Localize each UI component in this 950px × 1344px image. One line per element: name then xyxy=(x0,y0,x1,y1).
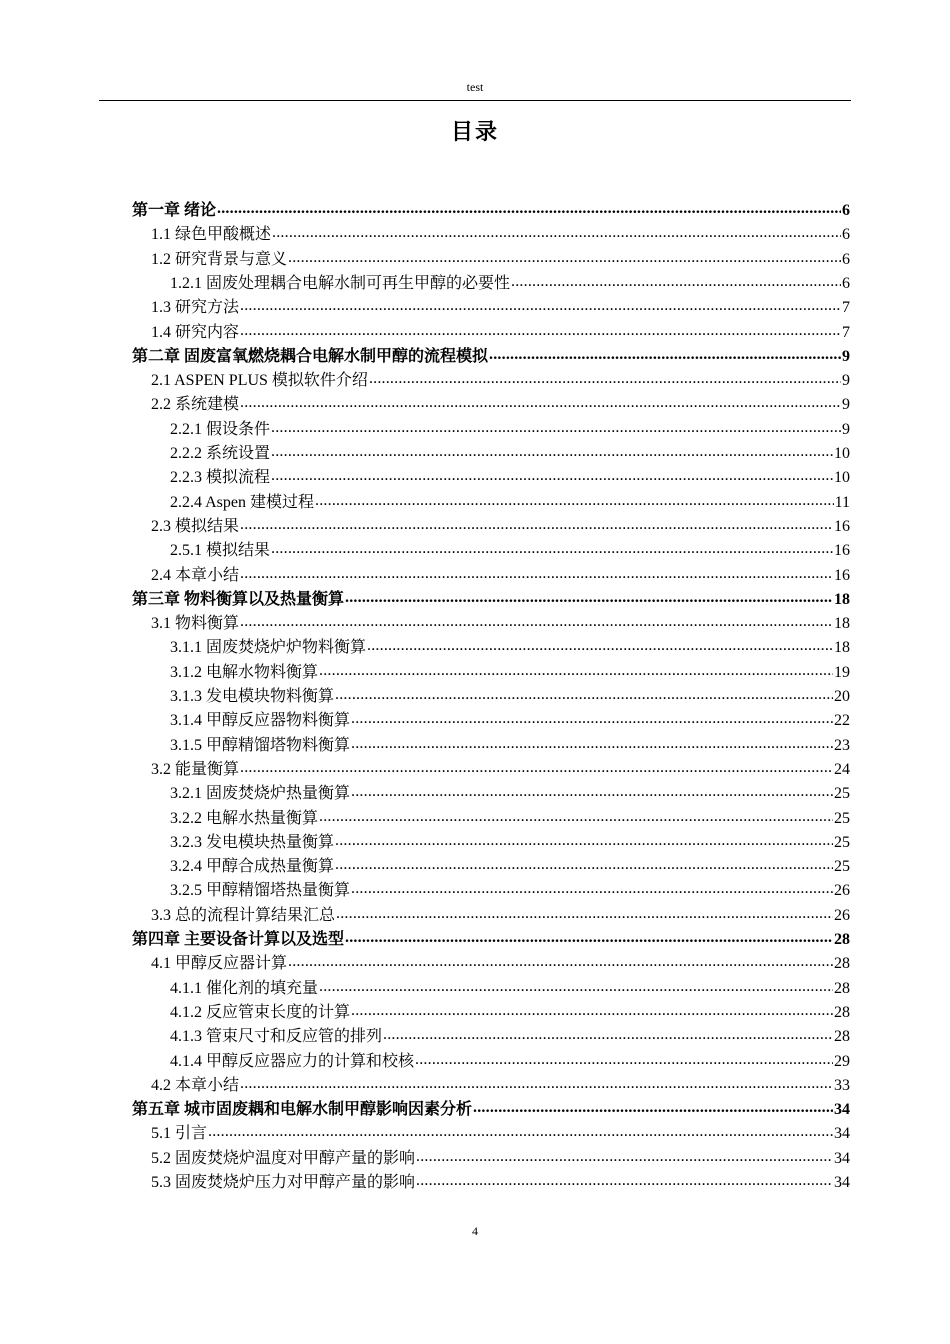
toc-entry-label: 3.1.2 电解水物料衡算 xyxy=(170,663,319,681)
toc-dot-leader xyxy=(240,391,841,415)
toc-dot-leader xyxy=(315,489,834,513)
toc-section-entry[interactable] xyxy=(170,272,850,296)
toc-entry-label: 4.1.3 管束尺寸和反应管的排列 xyxy=(170,1028,383,1046)
toc-section-entry[interactable] xyxy=(170,855,850,879)
toc-section-entry[interactable] xyxy=(151,393,850,417)
toc-section-entry[interactable] xyxy=(170,442,850,466)
toc-entry-label: 3.2 能量衡算 xyxy=(151,760,240,778)
toc-section-entry[interactable] xyxy=(170,661,850,685)
toc-entry-page: 9 xyxy=(842,372,850,390)
toc-chapter-entry[interactable] xyxy=(132,928,850,952)
toc-dot-leader xyxy=(208,1120,833,1144)
toc-entry-label: 第二章 固废富氧燃烧耦合电解水制甲醇的流程模拟 xyxy=(132,347,489,365)
toc-section-entry[interactable] xyxy=(170,709,850,733)
toc-entry-page: 6 xyxy=(842,202,850,219)
toc-section-entry[interactable] xyxy=(170,977,850,1001)
toc-entry-page: 25 xyxy=(834,833,850,851)
toc-section-entry[interactable] xyxy=(170,734,850,758)
toc-dot-leader xyxy=(351,999,833,1023)
toc-dot-leader xyxy=(416,1169,833,1193)
toc-entry-page: 28 xyxy=(834,1028,850,1046)
toc-entry-label: 第一章 绪论 xyxy=(132,202,217,219)
toc-section-entry[interactable] xyxy=(170,685,850,709)
toc-section-entry[interactable] xyxy=(151,223,850,247)
toc-dot-leader xyxy=(217,197,841,221)
toc-entry-label: 2.2.2 系统设置 xyxy=(170,445,271,462)
toc-dot-leader xyxy=(511,270,841,294)
toc-entry-page: 20 xyxy=(834,688,850,705)
toc-entry-page: 34 xyxy=(834,1174,850,1191)
toc-entry-label: 3.1.4 甲醇反应器物料衡算 xyxy=(170,712,351,730)
toc-entry-page: 28 xyxy=(834,1003,850,1021)
toc-dot-leader xyxy=(335,853,833,877)
toc-entry-page: 10 xyxy=(834,469,850,487)
toc-section-entry[interactable] xyxy=(151,758,850,782)
toc-entry-page: 24 xyxy=(834,760,850,778)
toc-dot-leader xyxy=(345,586,833,610)
header-rule xyxy=(99,100,851,101)
toc-entry-page: 10 xyxy=(834,445,850,462)
toc-entry-label: 3.1.1 固废焚烧炉炉物料衡算 xyxy=(170,639,367,657)
toc-dot-leader xyxy=(383,1023,833,1047)
toc-entry-page: 18 xyxy=(834,590,850,608)
toc-entry-label: 2.1 ASPEN PLUS 模拟软件介绍 xyxy=(151,372,368,390)
toc-entry-label: 1.2.1 固废处理耦合电解水制可再生甲醇的必要性 xyxy=(170,274,511,292)
toc-entry-label: 3.1.5 甲醇精馏塔物料衡算 xyxy=(170,736,351,754)
toc-dot-leader xyxy=(489,343,841,367)
toc-entry-label: 3.2.5 甲醇精馏塔热量衡算 xyxy=(170,882,351,900)
toc-entry-page: 22 xyxy=(834,712,850,730)
toc-section-entry[interactable] xyxy=(170,782,850,806)
toc-entry-page: 9 xyxy=(842,396,850,414)
toc-entry-page: 34 xyxy=(834,1101,850,1119)
toc-entry-page: 28 xyxy=(834,931,850,948)
toc-entry-label: 3.1.3 发电模块物料衡算 xyxy=(170,688,335,705)
running-header: test xyxy=(466,80,484,94)
toc-entry-label: 4.1.4 甲醇反应器应力的计算和校核 xyxy=(170,1052,415,1070)
toc-entry-label: 5.3 固废焚烧炉压力对甲醇产量的影响 xyxy=(151,1174,416,1191)
toc-entry-label: 3.2.3 发电模块热量衡算 xyxy=(170,833,335,851)
toc-section-entry[interactable] xyxy=(170,491,850,515)
toc-entry-label: 第四章 主要设备计算以及选型 xyxy=(132,931,345,948)
toc-dot-leader xyxy=(240,610,833,634)
toc-entry-label: 第三章 物料衡算以及热量衡算 xyxy=(132,590,345,608)
toc-entry-label: 4.1 甲醇反应器计算 xyxy=(151,955,288,973)
toc-dot-leader xyxy=(240,756,833,780)
toc-entry-label: 5.2 固废焚烧炉温度对甲醇产量的影响 xyxy=(151,1149,416,1167)
toc-section-entry[interactable] xyxy=(151,369,850,393)
toc-section-entry[interactable] xyxy=(170,831,850,855)
toc-dot-leader xyxy=(271,416,841,440)
toc-entry-label: 2.2 系统建模 xyxy=(151,396,240,414)
toc-section-entry[interactable] xyxy=(151,904,850,928)
toc-dot-leader xyxy=(272,221,841,245)
toc-dot-leader xyxy=(288,246,841,270)
toc-entry-label: 3.2.1 固废焚烧炉热量衡算 xyxy=(170,785,351,803)
toc-entry-page: 16 xyxy=(834,542,850,560)
toc-entry-label: 3.2.2 电解水热量衡算 xyxy=(170,809,319,827)
toc-entry-label: 4.2 本章小结 xyxy=(151,1076,240,1094)
toc-section-entry[interactable] xyxy=(170,1001,850,1025)
page-number: 4 xyxy=(472,1224,478,1238)
toc-chapter-entry[interactable] xyxy=(132,588,850,612)
toc-section-entry[interactable] xyxy=(170,1025,850,1049)
toc-entry-label: 3.2.4 甲醇合成热量衡算 xyxy=(170,858,335,876)
toc-section-entry[interactable] xyxy=(151,1074,850,1098)
toc-entry-page: 28 xyxy=(834,955,850,973)
toc-section-entry[interactable] xyxy=(151,1171,850,1195)
toc-dot-leader xyxy=(271,464,833,488)
toc-dot-leader xyxy=(351,780,833,804)
toc-dot-leader xyxy=(240,513,833,537)
toc-dot-leader xyxy=(335,829,833,853)
toc-section-entry[interactable] xyxy=(151,248,850,272)
toc-entry-page: 25 xyxy=(834,858,850,876)
toc-entry-label: 1.3 研究方法 xyxy=(151,299,240,317)
toc-dot-leader xyxy=(367,634,833,658)
toc-section-entry[interactable] xyxy=(170,466,850,490)
toc-dot-leader xyxy=(240,1072,833,1096)
toc-dot-leader xyxy=(319,659,833,683)
toc-dot-leader xyxy=(271,440,833,464)
toc-section-entry[interactable] xyxy=(170,1050,850,1074)
toc-entry-label: 3.3 总的流程计算结果汇总 xyxy=(151,906,336,924)
toc-entry-label: 1.1 绿色甲酸概述 xyxy=(151,226,272,244)
toc-section-entry[interactable] xyxy=(170,539,850,563)
toc-chapter-entry[interactable] xyxy=(132,1098,850,1122)
toc-entry-page: 29 xyxy=(834,1052,850,1070)
toc-dot-leader xyxy=(369,367,841,391)
toc-dot-leader xyxy=(416,1145,833,1169)
toc-section-entry[interactable] xyxy=(151,515,850,539)
toc-entry-label: 1.4 研究内容 xyxy=(151,323,240,341)
toc-dot-leader xyxy=(240,294,841,318)
toc-entry-page: 26 xyxy=(834,882,850,900)
toc-entry-page: 23 xyxy=(834,736,850,754)
toc-section-entry[interactable] xyxy=(151,952,850,976)
toc-entry-label: 3.1 物料衡算 xyxy=(151,615,240,633)
toc-entry-label: 2.2.3 模拟流程 xyxy=(170,469,271,487)
toc-dot-leader xyxy=(336,902,833,926)
toc-entry-page: 6 xyxy=(842,250,850,268)
toc-entry-page: 33 xyxy=(834,1076,850,1094)
toc-section-entry[interactable] xyxy=(170,418,850,442)
toc-dot-leader xyxy=(240,562,833,586)
toc-entry-page: 25 xyxy=(834,809,850,827)
toc-entry-page: 16 xyxy=(834,517,850,535)
toc-dot-leader xyxy=(319,805,833,829)
toc-dot-leader xyxy=(351,707,833,731)
toc-entry-page: 7 xyxy=(842,299,850,317)
toc-section-entry[interactable] xyxy=(170,879,850,903)
toc-section-entry[interactable] xyxy=(151,1122,850,1146)
toc-dot-leader xyxy=(271,537,833,561)
toc-entry-page: 7 xyxy=(842,323,850,341)
toc-dot-leader xyxy=(473,1096,833,1120)
toc-section-entry[interactable] xyxy=(151,321,850,345)
toc-entry-label: 2.3 模拟结果 xyxy=(151,517,240,535)
toc-entry-page: 11 xyxy=(834,493,850,511)
toc-dot-leader xyxy=(351,732,833,756)
toc-entry-label: 4.1.1 催化剂的填充量 xyxy=(170,979,319,997)
toc-entry-label: 1.2 研究背景与意义 xyxy=(151,250,288,268)
toc-entry-label: 4.1.2 反应管束长度的计算 xyxy=(170,1003,351,1021)
toc-dot-leader xyxy=(240,319,841,343)
toc-section-entry[interactable] xyxy=(151,1147,850,1171)
toc-entry-label: 2.2.4 Aspen 建模过程 xyxy=(170,493,315,511)
toc-entry-page: 9 xyxy=(842,420,850,438)
toc-entry-label: 2.4 本章小结 xyxy=(151,566,240,584)
toc-entry-label: 5.1 引言 xyxy=(151,1125,208,1143)
toc-dot-leader xyxy=(319,975,833,999)
toc-entry-label: 2.5.1 模拟结果 xyxy=(170,542,271,560)
toc-entry-page: 6 xyxy=(842,226,850,244)
toc-dot-leader xyxy=(415,1048,833,1072)
toc-dot-leader xyxy=(335,683,833,707)
toc-entry-label: 2.2.1 假设条件 xyxy=(170,420,271,438)
toc-section-entry[interactable] xyxy=(151,564,850,588)
toc-entry-page: 16 xyxy=(834,566,850,584)
toc-dot-leader xyxy=(351,877,833,901)
toc-section-entry[interactable] xyxy=(170,636,850,660)
toc-entry-page: 26 xyxy=(834,906,850,924)
page-title: 目录 xyxy=(450,120,499,145)
toc-entry-page: 34 xyxy=(834,1149,850,1167)
toc-entry-page: 25 xyxy=(834,785,850,803)
toc-section-entry[interactable] xyxy=(170,807,850,831)
toc-section-entry[interactable] xyxy=(151,612,850,636)
toc-entry-page: 28 xyxy=(834,979,850,997)
toc-entry-page: 34 xyxy=(834,1125,850,1143)
toc-chapter-entry[interactable] xyxy=(132,345,850,369)
toc-dot-leader xyxy=(288,950,833,974)
toc-chapter-entry[interactable] xyxy=(132,199,850,223)
toc-entry-page: 6 xyxy=(842,274,850,292)
toc-entry-label: 第五章 城市固废耦和电解水制甲醇影响因素分析 xyxy=(132,1101,473,1119)
toc-section-entry[interactable] xyxy=(151,296,850,320)
toc-entry-page: 19 xyxy=(834,663,850,681)
toc-entry-page: 18 xyxy=(834,639,850,657)
toc-dot-leader xyxy=(345,926,833,950)
toc-entry-page: 9 xyxy=(842,347,850,365)
toc-entry-page: 18 xyxy=(834,615,850,633)
